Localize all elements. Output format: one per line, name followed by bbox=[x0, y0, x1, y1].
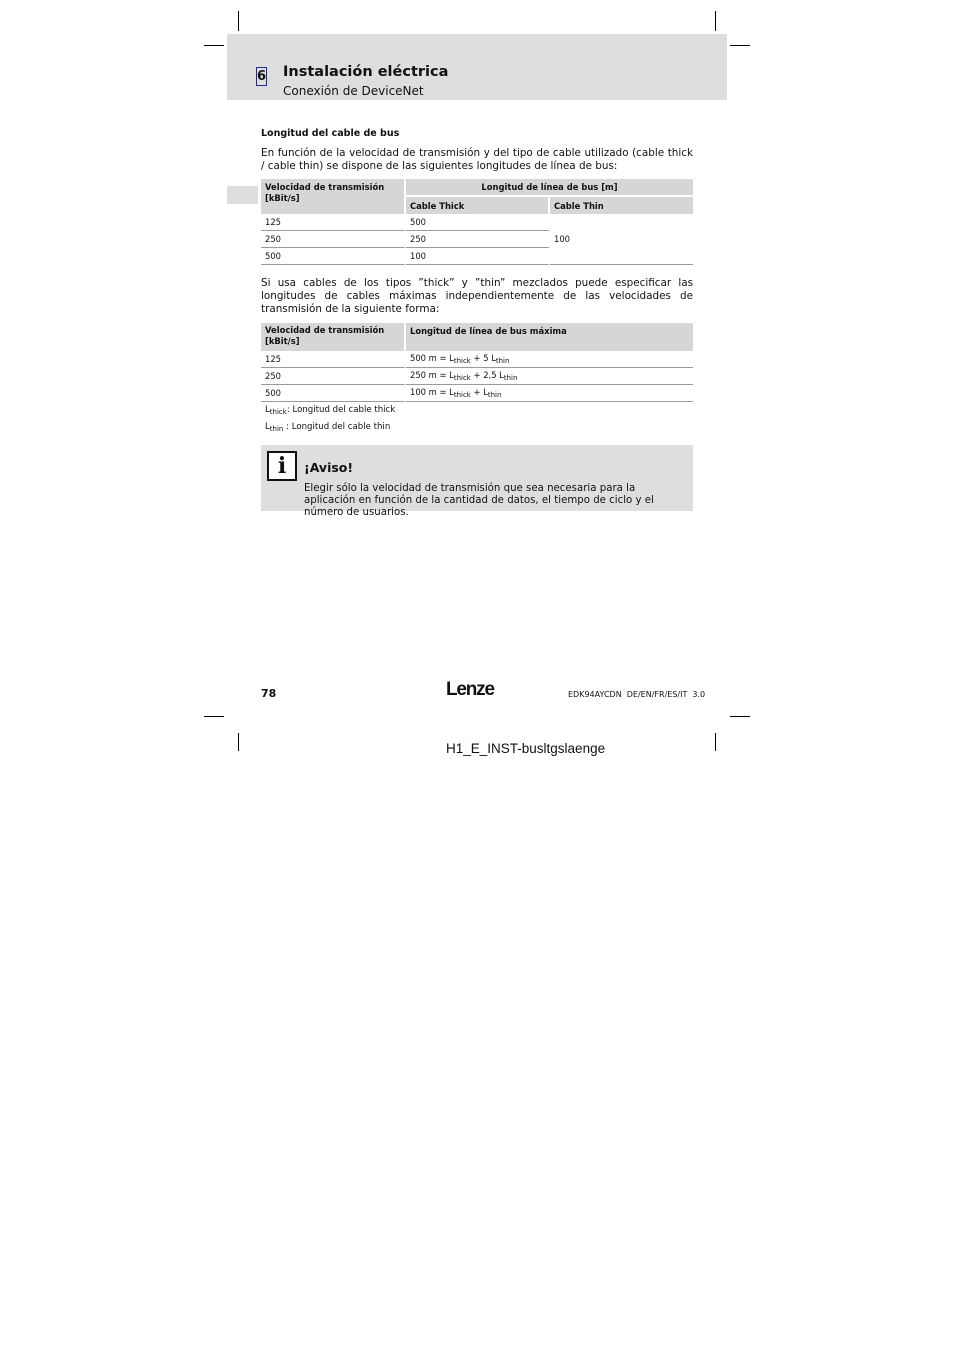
crop-mark bbox=[715, 11, 716, 31]
formula-subscript: thin bbox=[495, 357, 510, 365]
table1-rate-cell: 125 bbox=[261, 214, 406, 231]
table2-formula-cell bbox=[406, 385, 693, 402]
crop-mark bbox=[730, 45, 750, 46]
table2-formula-cell bbox=[406, 368, 693, 385]
legend-text: : Longitud del cable thin bbox=[283, 422, 391, 432]
table2-rate-cell: 500 bbox=[261, 385, 406, 402]
notice-body: Elegir sólo la velocidad de transmisión que sea necesaria para la aplicación en función de la cantidad de datos, el tiempo de ciclo y el número de usuarios. bbox=[304, 483, 654, 518]
formula-text: 250 m = L bbox=[410, 370, 454, 380]
crop-mark bbox=[730, 716, 750, 717]
chapter-number: 6 bbox=[257, 69, 267, 84]
info-icon: i bbox=[267, 451, 297, 481]
section-heading: Longitud del cable de bus bbox=[261, 128, 400, 139]
side-tab bbox=[227, 186, 258, 204]
crop-mark bbox=[238, 733, 239, 751]
table2-formula-cell bbox=[406, 351, 693, 368]
legend-text: : Longitud del cable thick bbox=[286, 405, 396, 415]
table1-header-length: Longitud de línea de bus [m] bbox=[406, 179, 693, 197]
table2-rate-cell: 125 bbox=[261, 351, 406, 368]
formula-subscript: thin bbox=[487, 391, 502, 399]
table-row bbox=[261, 351, 693, 368]
formula-text: 500 m = L bbox=[410, 353, 454, 363]
chapter-title: Instalación eléctrica bbox=[283, 64, 449, 80]
crop-mark bbox=[238, 11, 239, 31]
legend-symbol: L bbox=[265, 422, 270, 432]
table2-header-rate: Velocidad de transmisión [kBit/s] bbox=[261, 323, 406, 351]
table-row bbox=[261, 214, 693, 231]
crop-mark bbox=[204, 45, 224, 46]
formula-text: + 2,5 L bbox=[470, 370, 504, 380]
legend-thick bbox=[265, 405, 395, 416]
intro-paragraph: En función de la velocidad de transmisión y del tipo de cable utilizado (cable thick / cable thin) se dispone de las siguientes longitudes de línea de bus: bbox=[261, 147, 693, 172]
legend-subscript: thick bbox=[269, 408, 287, 416]
table1-rate-cell: 250 bbox=[261, 231, 406, 248]
table1-thick-cell: 250 bbox=[406, 231, 550, 248]
notice-title: ¡Aviso! bbox=[304, 460, 354, 475]
mixed-cables-paragraph: Si usa cables de los tipos ”thick” y ”thin” mezclados puede especificar las longitudes de cables máximas independientemente de las velocidades de transmisión de la siguiente forma: bbox=[261, 277, 693, 315]
table1-thick-cell: 100 bbox=[406, 248, 550, 265]
page-number: 78 bbox=[261, 687, 277, 700]
legend-symbol: L bbox=[265, 405, 270, 415]
formula-subscript: thick bbox=[453, 374, 471, 382]
table1-thick-cell: 500 bbox=[406, 214, 550, 231]
table1-rate-cell: 500 bbox=[261, 248, 406, 265]
formula-text: + 5 L bbox=[470, 353, 496, 363]
bus-length-table bbox=[261, 179, 693, 265]
legend-thin bbox=[265, 422, 390, 433]
formula-subscript: thick bbox=[453, 391, 471, 399]
formula-subscript: thick bbox=[453, 357, 471, 365]
table2-rate-cell: 250 bbox=[261, 368, 406, 385]
table1-subheader-thick: Cable Thick bbox=[406, 197, 550, 214]
table1-subheader-thin: Cable Thin bbox=[550, 197, 693, 214]
document-code: EDK94AYCDN DE/EN/FR/ES/IT 3.0 bbox=[568, 690, 706, 699]
table-row bbox=[261, 385, 693, 402]
chapter-subtitle: Conexión de DeviceNet bbox=[283, 84, 424, 98]
legend-subscript: thin bbox=[269, 425, 284, 433]
crop-mark bbox=[204, 716, 224, 717]
table2-header-length: Longitud de línea de bus máxima bbox=[406, 323, 693, 351]
formula-subscript: thin bbox=[503, 374, 518, 382]
file-label: H1_E_INST-busltgslaenge bbox=[446, 741, 606, 756]
lenze-logo: Lenze bbox=[446, 679, 494, 700]
table1-thin-cell: 100 bbox=[550, 214, 693, 265]
formula-text: 100 m = L bbox=[410, 387, 454, 397]
max-length-table bbox=[261, 323, 693, 402]
table1-header-rate: Velocidad de transmisión [kBit/s] bbox=[261, 179, 406, 214]
table-row bbox=[261, 368, 693, 385]
crop-mark bbox=[715, 733, 716, 751]
formula-text: + L bbox=[470, 387, 488, 397]
